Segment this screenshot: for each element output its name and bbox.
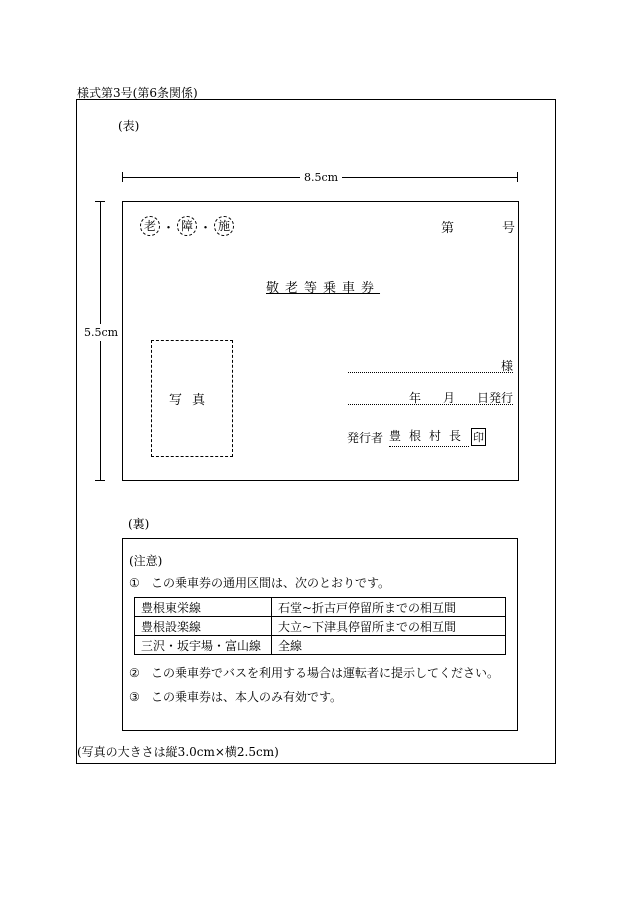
kind-elderly: 老 bbox=[140, 216, 160, 236]
table-row bbox=[135, 617, 506, 636]
width-dimension-tick-right bbox=[517, 172, 518, 182]
ticket-kinds bbox=[140, 216, 234, 236]
note-2 bbox=[129, 664, 499, 681]
date-day: 日発行 bbox=[476, 391, 513, 405]
route-section: 大立~下津具停留所までの相互間 bbox=[272, 617, 506, 636]
note-text: この乗車券の通用区間は、次のとおりです。 bbox=[151, 576, 391, 590]
note-text: この乗車券でバスを利用する場合は運転者に提示してください。 bbox=[151, 666, 500, 680]
seal-mark: 印 bbox=[471, 428, 486, 446]
route-line: 豊根設楽線 bbox=[135, 617, 272, 636]
route-table bbox=[134, 597, 506, 655]
form-label: 様式第3号(第6条関係) bbox=[77, 86, 198, 100]
ticket-title: 敬老等乗車券 bbox=[266, 281, 381, 296]
height-dimension-label: 5.5cm bbox=[84, 326, 119, 339]
route-line: 三沢・坂宇場・富山線 bbox=[135, 636, 272, 655]
number-suffix: 号 bbox=[502, 221, 516, 236]
photo-label: 写真 bbox=[168, 393, 215, 408]
issuer bbox=[347, 427, 486, 447]
kind-separator: ・ bbox=[162, 220, 176, 236]
note-1 bbox=[129, 574, 390, 591]
note-text: この乗車券は、本人のみ有効です。 bbox=[151, 690, 343, 704]
note-heading: (注意) bbox=[129, 554, 163, 568]
table-row bbox=[135, 598, 506, 617]
width-dimension-label: 8.5cm bbox=[300, 171, 342, 184]
ticket-number bbox=[441, 217, 515, 236]
kind-disabled: 障 bbox=[177, 216, 197, 236]
number-prefix: 第 bbox=[441, 221, 455, 236]
note-number: ① bbox=[129, 576, 140, 590]
recipient-line bbox=[348, 357, 513, 373]
note-3 bbox=[129, 688, 342, 705]
route-section: 全線 bbox=[272, 636, 506, 655]
height-dimension-tick-bottom bbox=[95, 480, 105, 481]
issuer-name: 豊根村長 bbox=[389, 427, 469, 447]
width-dimension-tick-left bbox=[122, 172, 123, 182]
photo-box bbox=[151, 340, 233, 457]
issuer-label: 発行者 bbox=[347, 430, 384, 445]
note-number: ③ bbox=[129, 690, 140, 704]
table-row bbox=[135, 636, 506, 655]
route-line: 豊根東栄線 bbox=[135, 598, 272, 617]
height-dimension-tick-top bbox=[95, 201, 105, 202]
back-side-label: (裏) bbox=[128, 517, 150, 531]
photo-size-footnote: (写真の大きさは縦3.0cm×横2.5cm) bbox=[77, 745, 279, 759]
kind-separator: ・ bbox=[199, 220, 213, 236]
recipient-suffix: 様 bbox=[500, 359, 513, 373]
issue-date-line bbox=[348, 389, 513, 405]
kind-facility: 施 bbox=[214, 216, 234, 236]
date-year: 年 bbox=[408, 391, 421, 405]
front-side-label: (表) bbox=[118, 119, 140, 133]
note-number: ② bbox=[129, 666, 140, 680]
route-section: 石堂~折古戸停留所までの相互間 bbox=[272, 598, 506, 617]
date-month: 月 bbox=[442, 391, 455, 405]
